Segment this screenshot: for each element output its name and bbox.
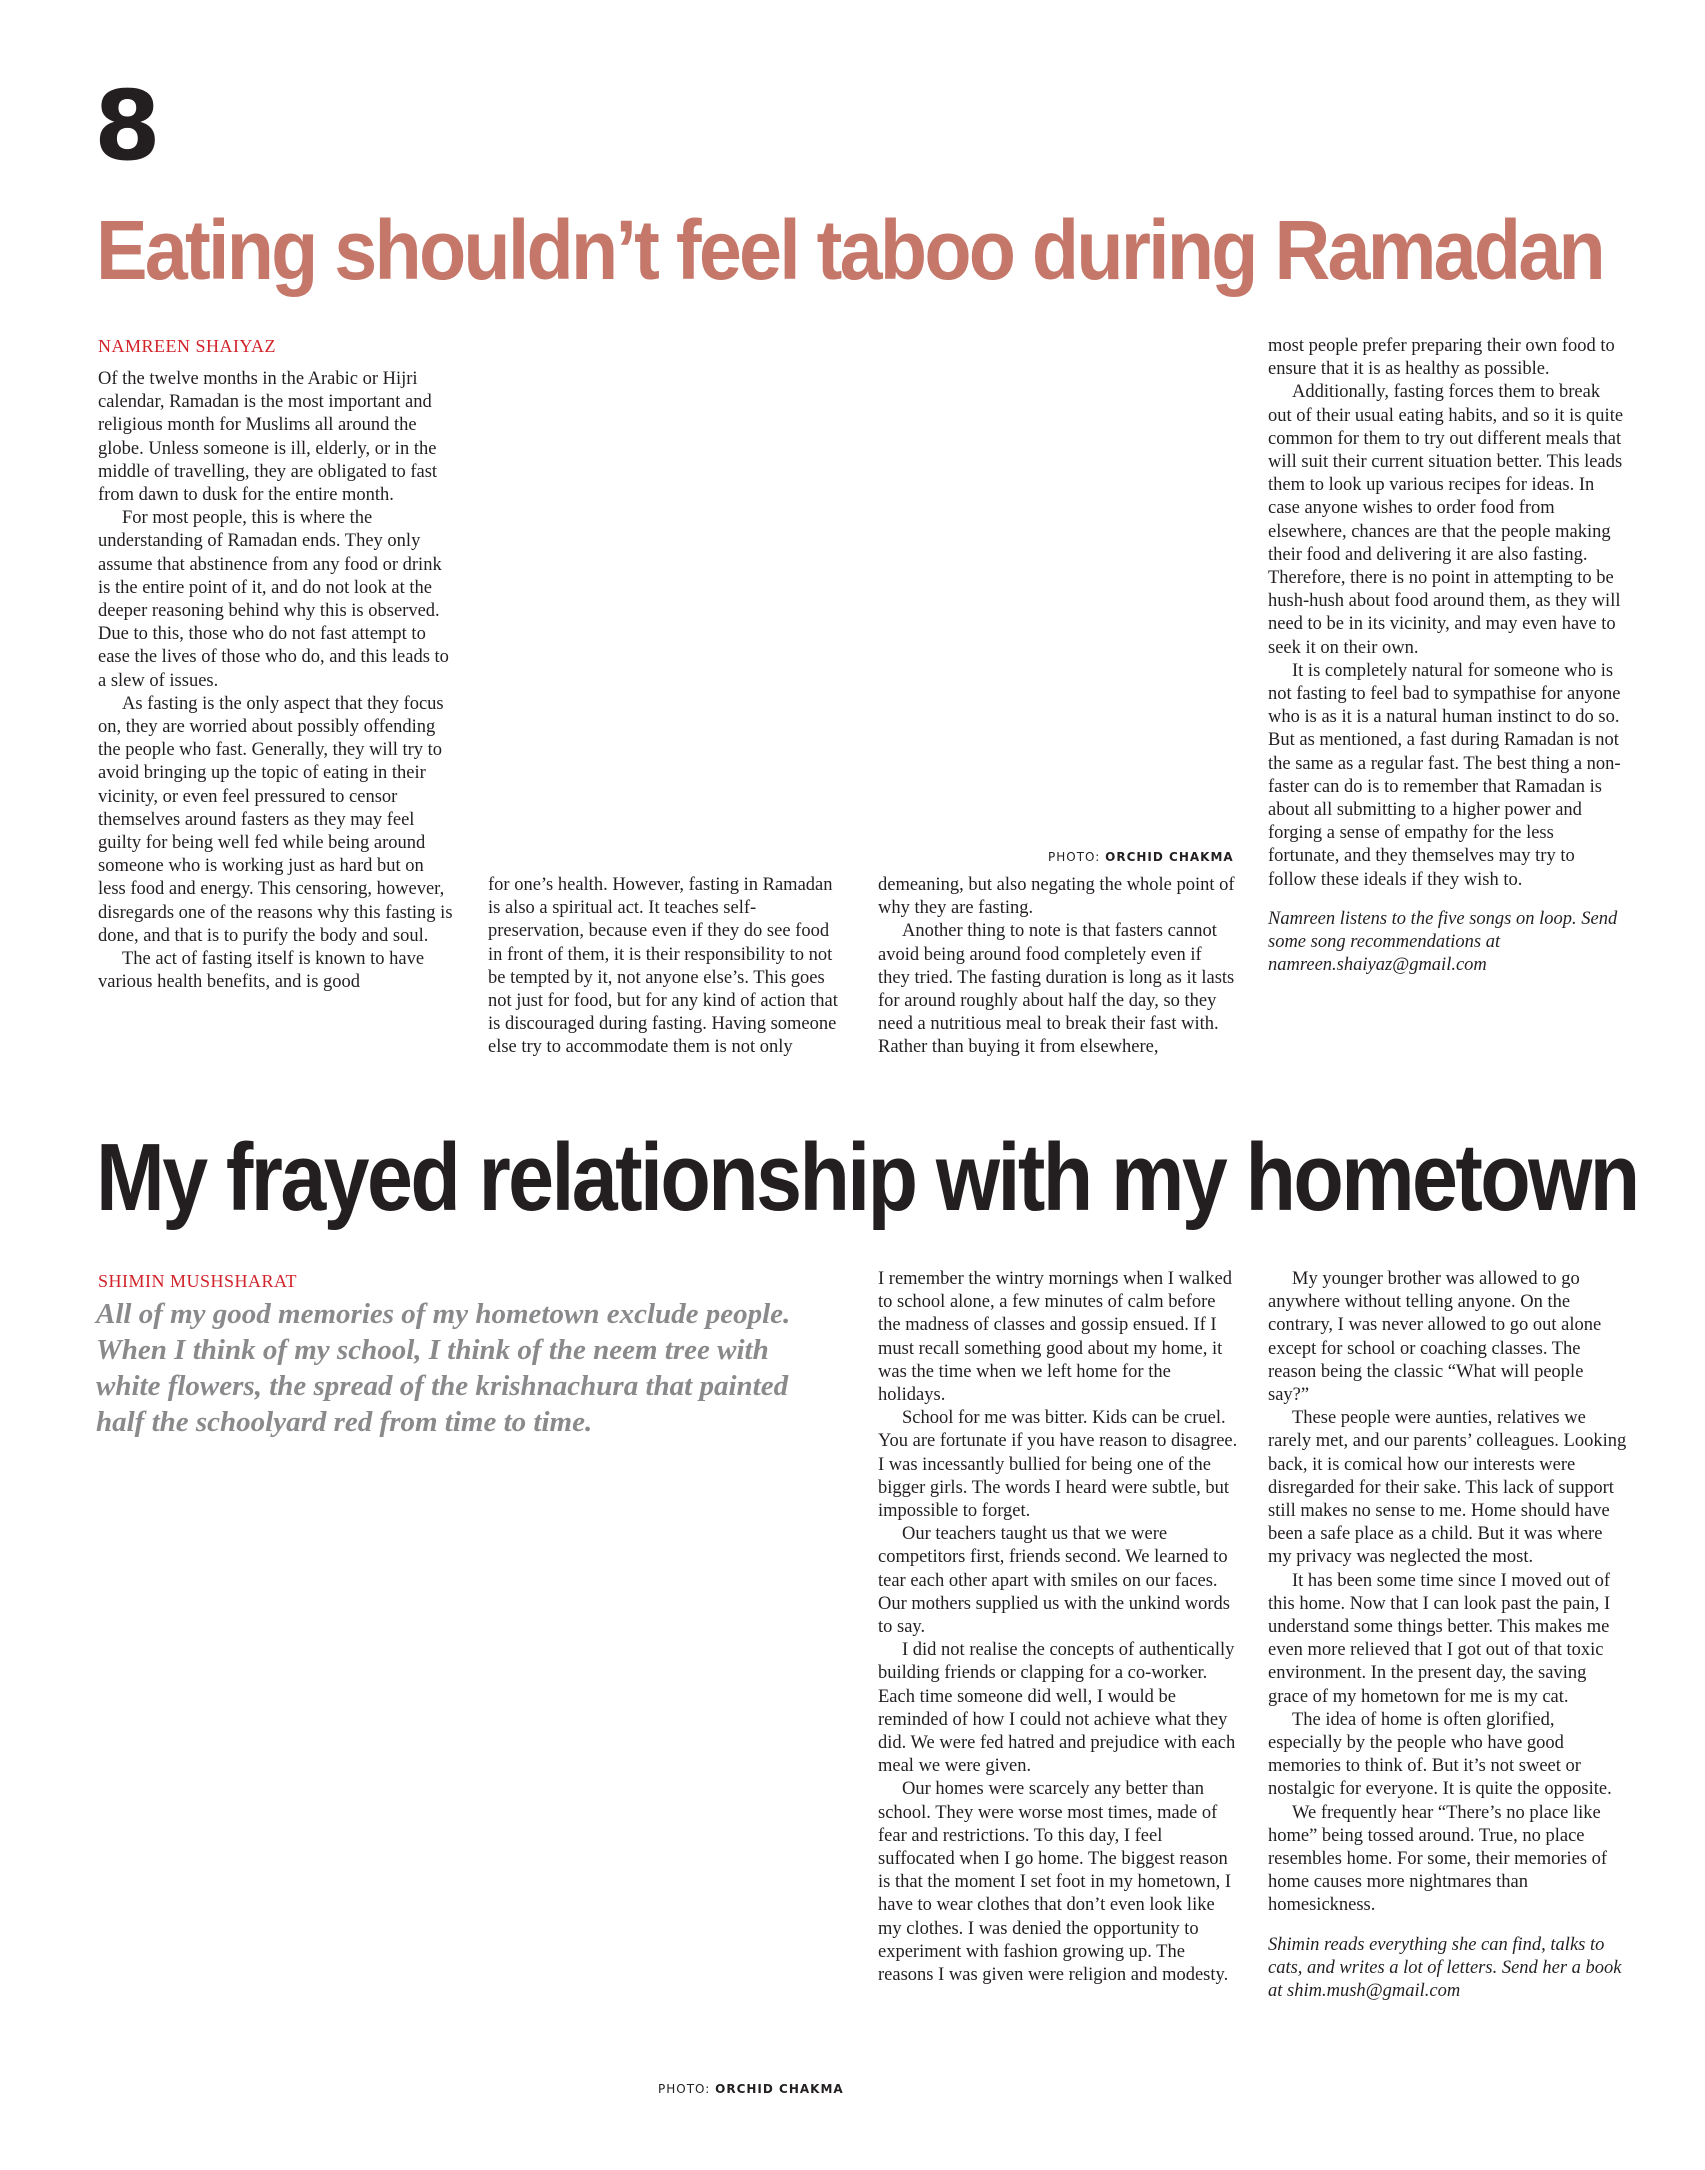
article1-column-1 — [98, 368, 454, 994]
article2-column-4 — [1268, 1268, 1628, 2003]
article1-photo-credit — [1048, 850, 1234, 864]
paragraph: As fasting is the only aspect that they focus on, they are worried about possibly offending the people who fast. Generally, they will try to avoid bringing up the topic of eating in their vicinity, or even feel pressured to censor themselves around fasters as they may feel guilty for being well fed while being around someone who is working just as hard but on less food and energy. This censoring, however, disregards one of the reasons why this fasting is done, and that is to purify the body and soul. — [98, 693, 453, 946]
paragraph: Another thing to note is that fasters cannot avoid being around food completely even if they tried. The fasting duration is long as it lasts for around roughly about half the day, so they need a nutritious meal to break their fast with. Rather than buying it from elsewhere, — [878, 921, 1235, 1058]
paragraph: demeaning, but also negating the whole point of why they are fasting. — [878, 875, 1235, 919]
paragraph: School for me was bitter. Kids can be cruel. You are fortunate if you have reason to disagree. I was incessantly bullied for being one of the bigger girls. The words I heard were subtle, but impossible to forget. — [878, 1408, 1238, 1522]
author-note: Namreen listens to the five songs on loop. Send some song recommendations at namreen.shaiyaz@gmail.com — [1268, 908, 1618, 976]
article1-headline: Eating shouldn’t feel taboo during Ramadan — [96, 203, 1604, 297]
article2-photo-credit — [658, 2082, 844, 2096]
paragraph: It has been some time since I moved out of this home. Now that I can look past the pain, I understand some things better. This makes me even more relieved that I got out of that toxic environment. In the present day, the saving grace of my hometown for me is my cat. — [1268, 1570, 1611, 1707]
paragraph: Our homes were scarcely any better than school. They were worse most times, made of fear and restrictions. To this day, I feel suffocated when I go home. The biggest reason is that the moment I set foot in my hometown, I have to wear clothes that don’t even look like my clothes. I was denied the opportunity to experiment with fashion growing up. The reasons I was given were religion and modesty. — [878, 1779, 1231, 1986]
paragraph: These people were aunties, relatives we rarely met, and our parents’ colleagues. Looking back, it is comical how our interests were disregarded for their sake. This lack of support still makes no sense to me. Home should have been a safe place as a child. But it was where my privacy was neglected the most. — [1268, 1408, 1627, 1568]
paragraph: The act of fasting itself is known to have various health benefits, and is good — [98, 949, 425, 993]
photo-credit-label: PHOTO: — [658, 2082, 711, 2096]
article2-headline: My frayed relationship with my hometown — [96, 1124, 1638, 1231]
paragraph: Additionally, fasting forces them to break out of their usual eating habits, and so it is quite common for them to try out different meals that will suit their current situation better. This leads them to look up various recipes for ideas. In case anyone wishes to order food from elsewhere, chances are that the people making their food and delivering it are also fasting. Therefore, there is no point in attempting to be hush-hush about food around them, as they will need to be in its vicinity, and may even have to seek it on their own. — [1268, 382, 1624, 658]
paragraph: Our teachers taught us that we were competitors first, friends second. We learned to tear each other apart with smiles on our faces. Our mothers supplied us with the unkind words to say. — [878, 1524, 1230, 1638]
paragraph: for one’s health. However, fasting in Ramadan is also a spiritual act. It teaches self-preservation, because even if they do see food in front of them, it is their responsibility to not be tempted by it, not anyone else’s. This goes not just for food, but for any kind of action that is discouraged during fasting. Having someone else try to accommodate them is not only — [488, 875, 838, 1058]
paragraph: I remember the wintry mornings when I walked to school alone, a few minutes of calm before the madness of classes and gossip ensued. If I must recall something good about my home, it was the time when we left home for the holidays. — [878, 1269, 1232, 1406]
photo-credit-name: ORCHID CHAKMA — [715, 2082, 844, 2096]
paragraph: My younger brother was allowed to go anywhere without telling anyone. On the contrary, I was never allowed to go out alone except for school or coaching classes. The reason being the classic “What will people say?” — [1268, 1269, 1602, 1406]
author-note: Shimin reads everything she can find, talks to cats, and writes a lot of letters. Send her a book at shim.mush@gmail.com — [1268, 1934, 1622, 2002]
article2-byline: SHIMIN MUSHSHARAT — [98, 1271, 298, 1291]
article1-byline: NAMREEN SHAIYAZ — [98, 336, 276, 356]
photo-credit-name: ORCHID CHAKMA — [1105, 850, 1234, 864]
article1-column-2 — [488, 874, 846, 1060]
paragraph: Of the twelve months in the Arabic or Hijri calendar, Ramadan is the most important and religious month for Muslims all around the globe. Unless someone is ill, elderly, or in the middle of travelling, they are obligated to fast from dawn to dusk for the entire month. — [98, 369, 438, 506]
article1-column-3 — [878, 874, 1236, 1060]
paragraph: It is completely natural for someone who is not fasting to feel bad to sympathise for anyone who is as it is a natural human instinct to do so. But as mentioned, a fast during Ramadan is not the same as a regular fast. The best thing a non-faster can do is to remember that Ramadan is about all submitting to a higher power and forging a sense of empathy for the less fortunate, and they themselves may try to follow these ideals if they wish to. — [1268, 660, 1621, 890]
paragraph: The idea of home is often glorified, especially by the people who have good memories to think of. But it’s not sweet or nostalgic for everyone. It is quite the opposite. — [1268, 1709, 1612, 1800]
article2-pullquote: All of my good memories of my hometown exclude people. When I think of my school, I think of the neem tree with white flowers, the spread of the krishnachura that painted half the schoolyard red from time to time. — [96, 1298, 791, 1438]
paragraph: We frequently hear “There’s no place like home” being tossed around. True, no place resembles home. For some, their memories of home causes more nightmares than homesickness. — [1268, 1802, 1608, 1916]
paragraph: For most people, this is where the understanding of Ramadan ends. They only assume that abstinence from any food or drink is the entire point of it, and do not look at the deeper reasoning behind why this is observed. Due to this, those who do not fast attempt to ease the lives of those who do, and this leads to a slew of issues. — [98, 508, 449, 691]
article2-column-3 — [878, 1268, 1238, 1987]
page-number: 8 — [94, 70, 161, 182]
photo-credit-label: PHOTO: — [1048, 850, 1101, 864]
article1-column-4 — [1268, 335, 1626, 977]
paragraph: most people prefer preparing their own food to ensure that it is as healthy as possible. — [1268, 336, 1615, 380]
paragraph: I did not realise the concepts of authentically building friends or clapping for a co-worker. Each time someone did well, I would be reminded of how I could not achieve what they did. We were fed hatred and prejudice with each meal we were given. — [878, 1640, 1236, 1777]
